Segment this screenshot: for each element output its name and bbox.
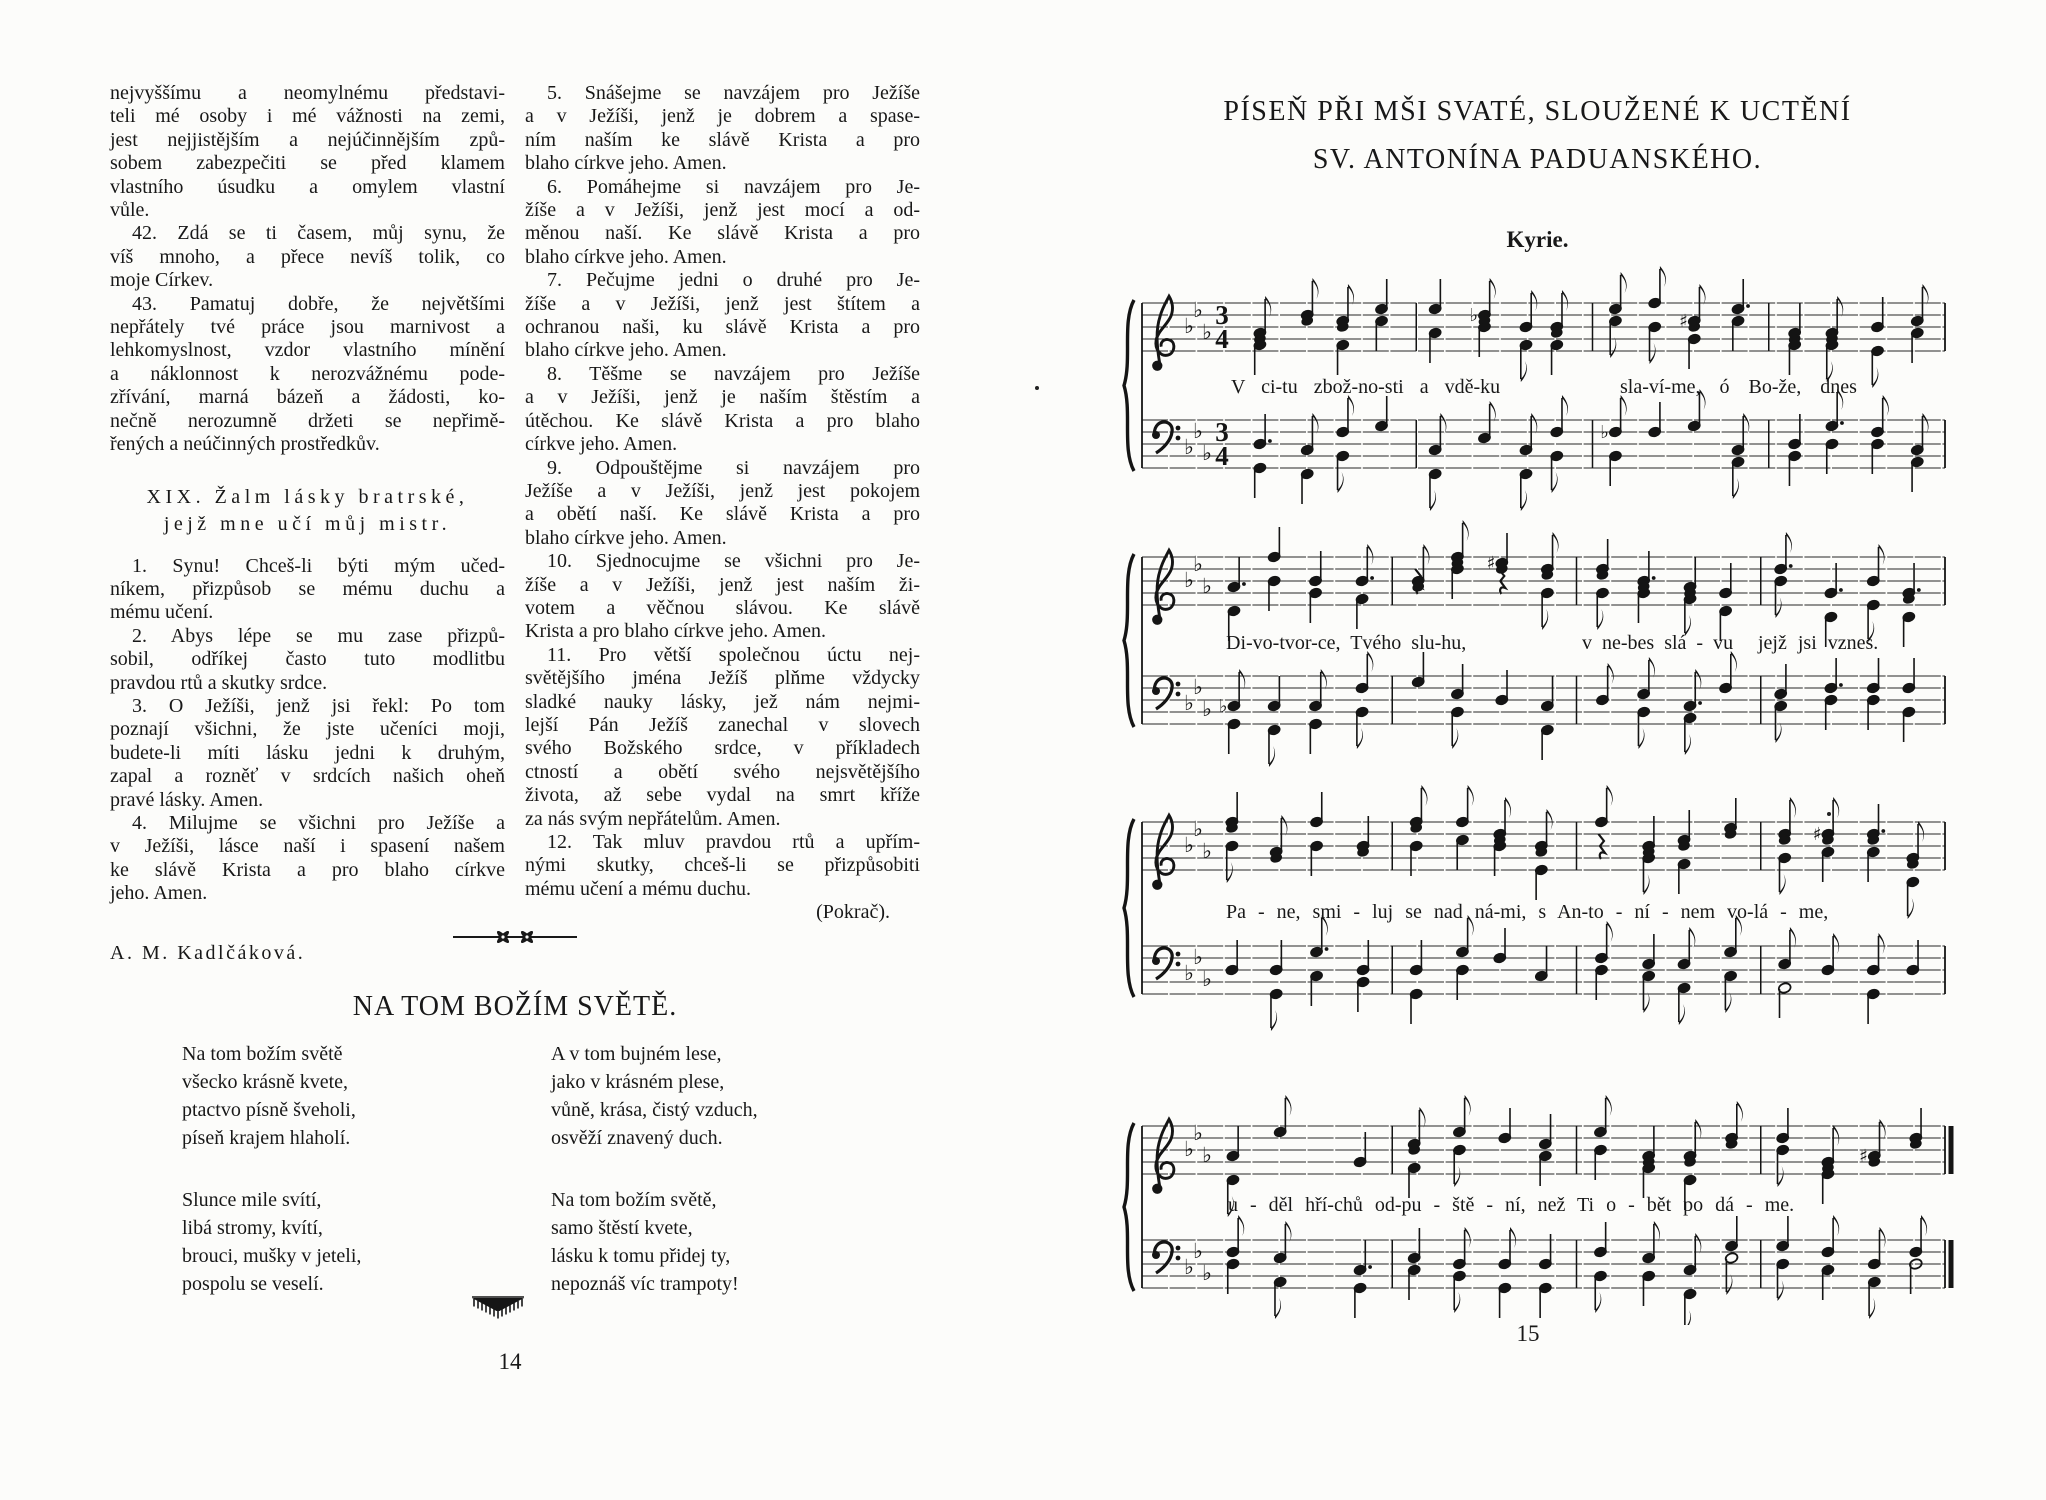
svg-text:♯: ♯ [1812,824,1822,845]
ink-speck [1827,812,1831,816]
treble-clef-icon [1152,815,1174,890]
svg-text:♯: ♯ [1859,1146,1869,1167]
text-line: útěchou. Ke slávě Krista a pro blaho [525,409,920,432]
svg-text:♭: ♭ [1184,314,1194,338]
svg-text:♭: ♭ [1600,422,1609,443]
text-line: pravdou rtů a skutky srdce. [110,671,328,694]
text-line: 3. O Ježíši, jenž jsi řekl: Po tom [132,694,505,717]
text-line: pravé lásky. Amen. [110,788,264,811]
poem-line: A v tom bujném lese, [551,1043,722,1065]
poem-line: Na tom božím světě [182,1043,343,1065]
psalm-heading-line: XIX. Žalm lásky bratrské, [146,485,469,508]
svg-text:3: 3 [1215,300,1229,330]
text-line: 4. Milujme se všichni pro Ježíše a [132,811,505,834]
lyric-line-2-3: jejž jsi vznes. [1758,632,1879,654]
bass-clef-icon [1152,678,1180,709]
poem-stanza [551,1186,758,1298]
text-line: svého Božského srdce, v příkladech [525,737,920,760]
text-line: zapal a rozněť v srdcích našich oheň [110,765,505,788]
text-line: poznají všichni, že jste učeníci moji, [110,718,505,741]
text-line: mému učení. [110,601,214,624]
text-line: života, až sebe vydal na smrt kříže [525,784,920,807]
svg-text:♭: ♭ [1193,419,1203,443]
poem-line: všecko krásně kvete, [182,1071,349,1093]
text-line: žíše a v Ježíši, jenž jest naším ži- [525,573,920,596]
bass-clef-icon [1152,948,1180,979]
text-line: 7. Pečujme jedni o druhé pro Je- [547,269,920,292]
text-line: 1. Synu! Chceš-li býti mým učed- [132,554,505,577]
poem-line: osvěží znavený duch. [551,1127,723,1149]
lyric-line-4-1: u - děl hří-chů od-pu - ště - ní, než Ti o - bět po dá - me. [1228,1194,1795,1216]
text-line: blaho církve jeho. Amen. [525,152,727,175]
system-brace [1124,554,1134,727]
text-line: světějšího jména Ježíš plňme vždycky [525,667,920,690]
text-line: blaho církve jeho. Amen. [525,526,727,549]
poem-line: lásku k tomu přidej ty, [551,1245,731,1267]
text-line: ctností a obětí svého nejsvětějšího [525,760,920,783]
svg-text:4: 4 [1215,441,1229,471]
poem-line: ptactvo písně šveholi, [182,1099,356,1121]
text-line: blaho církve jeho. Amen. [525,339,727,362]
poem-line: brouci, mušky v jeteli, [182,1245,362,1267]
section-heading-kyrie: Kyrie. [1506,227,1569,252]
poem-line: píseň krajem hlaholí. [182,1127,351,1149]
svg-text:♭: ♭ [1193,1239,1203,1263]
svg-text:♭: ♭ [1193,675,1203,699]
bass-clef-icon [1152,1242,1180,1273]
system-brace [1124,1123,1134,1291]
text-line: 6. Pomáhejme si navzájem pro Je- [547,175,920,198]
text-line: a v Ježíši, jenž je dobrem a spase- [525,105,920,128]
text-line: 43. Pamatuj dobře, že největšími [132,292,505,315]
poem-stanza [182,1186,361,1298]
poem-column-left [182,1040,361,1332]
poem-line: Slunce mile svítí, [182,1189,322,1211]
text-line: církve jeho. Amen. [525,433,678,456]
lyric-line-3-1: Pa - ne, smi - luj se nad ná-mi, s An-to - ní - nem vo-lá - me, [1226,901,1829,923]
text-line: jeho. Amen. [110,882,208,905]
psalm-heading [110,484,505,538]
text-line: nepřátely tvé práce jsou marnivost a [110,316,505,339]
text-line: lehkomyslnost, vzdor vlastního mínění [110,339,505,362]
svg-text:♭: ♭ [1218,696,1228,717]
svg-text:♭: ♭ [1202,1261,1212,1285]
lyric-line-2-2: v ne-bes slá - vu [1582,632,1734,654]
text-line: a náklonnost k nerozvážnému pode- [110,362,505,385]
psalm-heading-line: jejž mne učí můj mistr. [163,512,452,535]
poem-line: libá stromy, kvítí, [182,1217,323,1239]
system-brace [1124,819,1134,997]
svg-text:♭: ♭ [1202,967,1212,991]
text-line: nečně nerozumně držeti se nepřimě- [110,409,505,432]
svg-text:♭: ♭ [1184,833,1194,857]
svg-text:♭: ♭ [1193,817,1203,841]
text-line: a v Ježíši, jenž je naším štěstím a [525,386,920,409]
sheet-music-svg [1080,255,1990,1325]
svg-text:♭: ♭ [1202,574,1212,598]
page-number-left: 14 [498,1349,522,1374]
lyric-line-2-1: Di-vo-tvor-ce, Tvého slu-hu, [1226,632,1467,654]
svg-text:♯: ♯ [1486,553,1496,574]
text-line: a obětí naší. Ke slávě Krista a pro [525,503,920,526]
text-line: teli mé osoby i mé vážnosti na zemi, [110,105,505,128]
text-line: blaho církve jeho. Amen. [525,245,727,268]
text-line: Krista a pro blaho církve jeho. Amen. [525,620,827,643]
text-line: votem a věčnou slávou. Ke slávě [525,596,920,619]
treble-clef-icon [1152,1119,1174,1194]
svg-text:♭: ♭ [1184,1255,1194,1279]
text-line: sobil, odříkej často tuto modlitbu [110,648,505,671]
text-line: mému učení a mému duchu. [525,877,752,900]
text-line: ochranou naši, ku slávě Krista a pro [525,316,920,339]
svg-text:♭: ♭ [1202,697,1212,721]
text-line: 42. Zdá se ti časem, můj synu, že [132,222,505,245]
text-line: řených a neúčinných prostředkův. [110,433,380,456]
treble-clef-icon [1152,296,1174,371]
continuation-note: (Pokrač). [816,901,890,924]
text-line: nejvyššímu a neomylnému představi- [110,82,505,104]
text-line: ním naším ke slávě Krista a pro [525,128,920,151]
text-line: 2. Abys lépe se mu zase přizpů- [132,624,505,647]
text-line: vlastního úsudku a omylem vlastní [110,175,505,198]
text-line: jest nejjistějším a nejúčinnějším způ- [110,128,505,151]
text-column-1 [110,82,505,965]
text-line: lejší Pán Ježíš zanechal v slovech [525,713,920,736]
text-line: Ježíše a v Ježíši, jenž jest pokojem [525,479,920,502]
svg-text:♭: ♭ [1202,320,1212,344]
svg-text:♭: ♭ [1184,435,1194,459]
text-line: 9. Odpouštějme si navzájem pro [547,456,920,479]
svg-text:♭: ♭ [1184,691,1194,715]
text-line: budete-li míti lásku jedni k druhým, [110,741,505,764]
svg-text:♭: ♭ [1193,298,1203,322]
text-line: moje Církev. [110,269,214,292]
svg-text:♭: ♭ [1184,568,1194,592]
lyric-line-1-1: V ci-tu zbož-no-sti a vdě-ku [1231,376,1501,398]
song-title-line1: PÍSEŇ PŘI MŠI SVATÉ, SLOUŽENÉ K UCTĚNÍ [1223,96,1852,127]
text-line: 10. Sjednocujme se všichni pro Je- [547,550,920,573]
poem-line: Na tom božím světě, [551,1189,717,1211]
svg-text:3: 3 [1215,417,1229,447]
text-line: žíše a v Ježíši, jenž jest štítem a [525,292,920,315]
text-line: zřívání, marná bázeň a žádosti, ko- [110,386,505,409]
svg-text:♯: ♯ [1679,311,1688,332]
system-brace [1124,300,1134,471]
tailpiece-ornament [472,1294,524,1328]
text-line: měnou naší. Ke slávě Krista a pro [525,222,920,245]
svg-text:4: 4 [1215,324,1229,354]
treble-clef-icon [1152,550,1174,625]
poem-column-right [551,1040,758,1332]
svg-text:♭: ♭ [1193,552,1203,576]
svg-text:♭: ♭ [1184,1137,1194,1161]
svg-text:♭: ♭ [1469,305,1478,326]
text-line: 5. Snášejme se navzájem pro Ježíše [547,82,920,104]
author-signature: A. M. Kadlčáková. [110,941,306,964]
text-line: nými skutky, chceš-li se přizpůsobiti [525,854,920,877]
poem-line: pospolu se veselí. [182,1273,324,1295]
song-title-line2: SV. ANTONÍNA PADUANSKÉHO. [1312,144,1763,175]
text-line: ke slávě Krista a pro blaho církve [110,858,505,881]
bass-clef-icon [1152,422,1180,453]
article-divider-ornament [453,924,577,950]
svg-text:♭: ♭ [1202,1143,1212,1167]
text-line: za nás svým nepřátelům. Amen. [525,807,781,830]
svg-text:♭: ♭ [1193,1121,1203,1145]
poem-title: NA TOM BOŽÍM SVĚTĚ. [352,991,678,1022]
text-line: víš mnoho, a přece nevíš tolik, co [110,245,505,268]
text-line: níkem, přizpůsob se mému duchu a [110,577,505,600]
text-line: v Ježíši, lásce naší i spasení našem [110,835,505,858]
poem-line: vůně, krása, čistý vzduch, [551,1099,758,1121]
page-number-right: 15 [1516,1321,1540,1346]
svg-text:♭: ♭ [1202,441,1212,465]
text-line: 11. Pro větší společnou úctu nej- [547,643,920,666]
text-line: sobem zabezpečiti se před klamem [110,152,505,175]
poem-stanza [551,1040,758,1152]
text-line: 12. Tak mluv pravdou rtů a upřím- [547,831,920,853]
text-line: 8. Těšme se navzájem pro Ježíše [547,362,920,385]
text-column-2 [525,82,920,925]
lyric-line-1-2: sla-ví-me, ó Bo-že, dnes [1620,376,1857,398]
sheet-music [1080,255,1990,1325]
svg-text:♭: ♭ [1184,961,1194,985]
svg-text:♭: ♭ [1193,945,1203,969]
text-line: vůle. [110,199,150,222]
poem-stanza [182,1040,361,1152]
svg-text:♭: ♭ [1202,839,1212,863]
text-line: žíše a v Ježíši, jenž jest mocí a od- [525,199,920,222]
ink-speck [1035,386,1039,390]
poem-line: samo štěstí kvete, [551,1217,693,1239]
poem-line: nepoznáš víc trampoty! [551,1273,739,1295]
poem-line: jako v krásném plese, [551,1071,725,1093]
text-line: sladké nauky lásky, jež nám nejmi- [525,690,920,713]
